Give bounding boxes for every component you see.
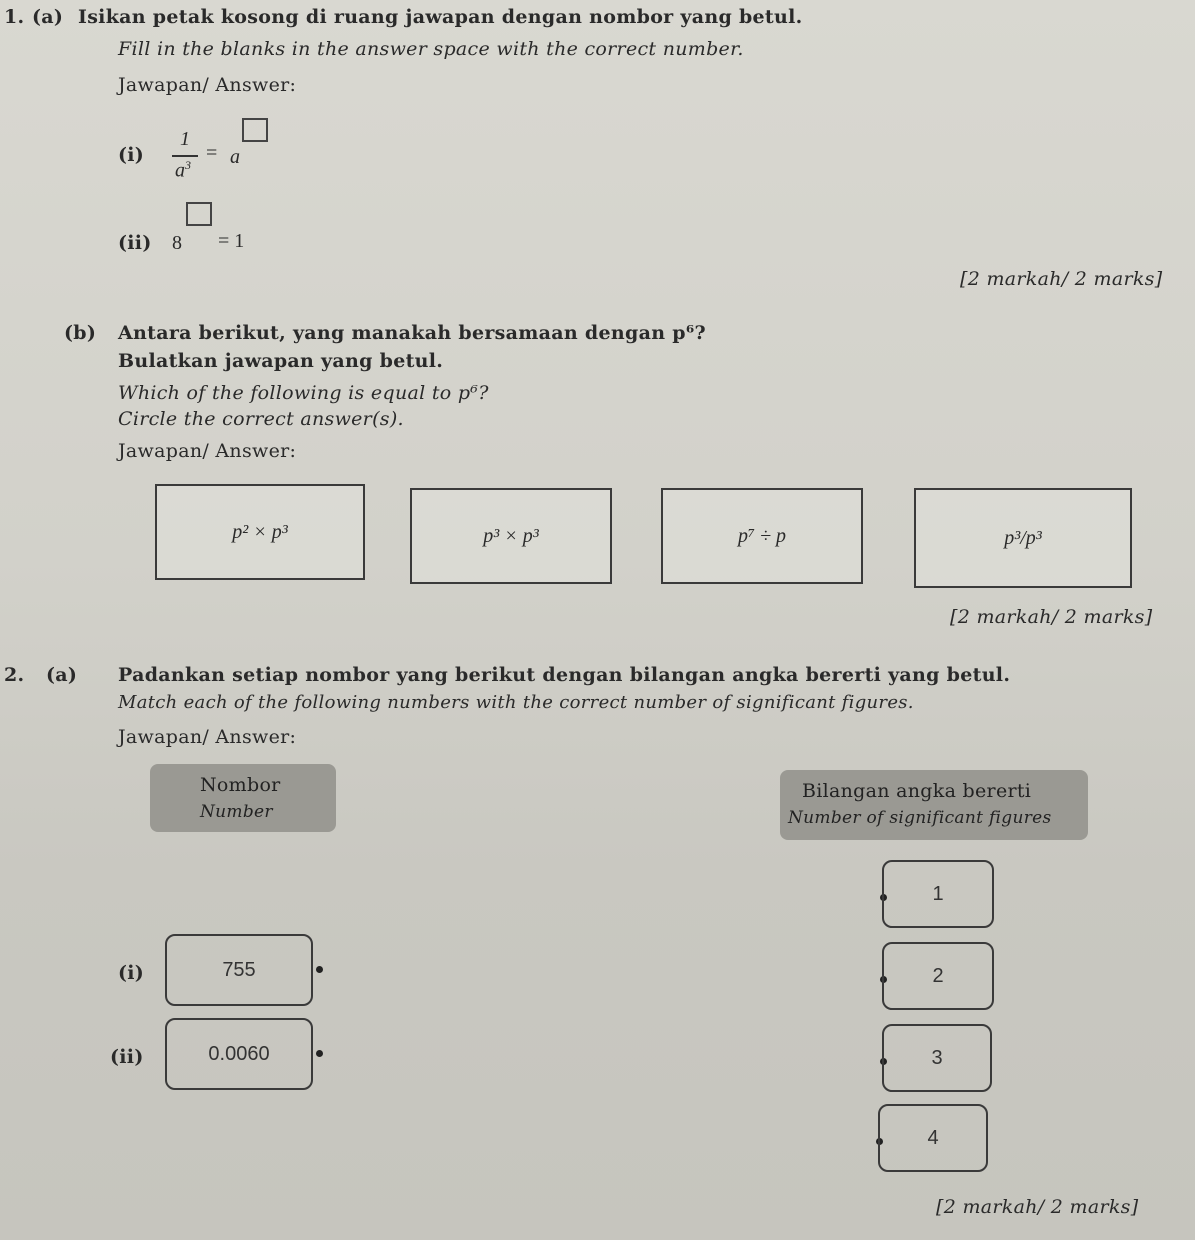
q1b-instruction-en: Circle the correct answer(s). xyxy=(118,408,404,430)
q1b-marks: [2 markah/ 2 marks] xyxy=(950,606,1153,628)
q2a-ii-label: (ii) xyxy=(110,1046,144,1068)
q1a-instruction-en: Fill in the blanks in the answer space with the correct number. xyxy=(118,38,744,60)
q1b-instruction-ms: Bulatkan jawapan yang betul. xyxy=(118,350,444,372)
sig-fig-1-text: 1 xyxy=(932,882,944,905)
q1a-marks: [2 markah/ 2 marks] xyxy=(960,268,1163,290)
q1b-question-en: Which of the following is equal to p⁶? xyxy=(118,382,489,404)
q2a-answer-label: Jawapan/ Answer: xyxy=(118,726,297,748)
number-755-connector-dot[interactable] xyxy=(316,966,323,973)
number-header-en: Number xyxy=(200,802,273,822)
sig-fig-3-text: 3 xyxy=(931,1046,943,1069)
q1a-label: (a) xyxy=(32,6,64,28)
number-755-text: 755 xyxy=(222,958,256,981)
q1-number: 1. xyxy=(4,6,25,28)
q1b-option-2-text: p³ × p³ xyxy=(483,524,539,547)
number-box-755[interactable] xyxy=(165,934,313,1006)
sig-figs-header-en: Number of significant figures xyxy=(788,808,1052,828)
number-header-ms: Nombor xyxy=(200,774,281,796)
q1b-option-4-text: p³/p³ xyxy=(1004,526,1042,549)
q2a-i-label: (i) xyxy=(118,962,145,984)
q2a-marks: [2 markah/ 2 marks] xyxy=(936,1196,1139,1218)
q2a-instruction-ms: Padankan setiap nombor yang berikut dengan bilangan angka bererti yang betul. xyxy=(118,664,1011,686)
sig-fig-2-text: 2 xyxy=(932,964,944,987)
q1b-option-2[interactable] xyxy=(410,488,612,584)
number-column-header xyxy=(150,764,336,832)
q1a-ii-blank[interactable] xyxy=(186,202,212,226)
q1b-answer-label: Jawapan/ Answer: xyxy=(118,440,297,462)
q1a-i-blank[interactable] xyxy=(242,118,268,142)
sig-figs-column-header xyxy=(780,770,1088,840)
sig-fig-4-text: 4 xyxy=(927,1126,939,1149)
q1a-i-expression: 1 $a^3$ = a xyxy=(170,118,310,188)
number-0-0060-text: 0.0060 xyxy=(208,1042,270,1065)
q1b-label: (b) xyxy=(64,322,97,344)
q1b-question-ms: Antara berikut, yang manakah bersamaan dengan p⁶? xyxy=(118,322,706,344)
number-0-0060-connector-dot[interactable] xyxy=(316,1050,323,1057)
q2a-label: (a) xyxy=(46,664,78,686)
number-box-0-0060[interactable] xyxy=(165,1018,313,1090)
q1a-instruction-ms: Isikan petak kosong di ruang jawapan dengan nombor yang betul. xyxy=(78,6,803,28)
q2a-instruction-en: Match each of the following numbers with the correct number of significant figures. xyxy=(118,692,914,713)
q1b-option-3-text: p⁷ ÷ p xyxy=(738,524,786,547)
q2-number: 2. xyxy=(4,664,25,686)
q1b-option-1[interactable] xyxy=(155,484,365,580)
sig-fig-box-1[interactable] xyxy=(882,860,994,928)
sig-fig-box-3[interactable] xyxy=(882,1024,992,1092)
q1b-option-4[interactable] xyxy=(914,488,1132,588)
sig-fig-box-4[interactable] xyxy=(878,1104,988,1172)
q1b-option-1-text: p² × p³ xyxy=(232,520,288,543)
sig-figs-header-ms: Bilangan angka bererti xyxy=(802,780,1032,802)
q1a-i-label: (i) xyxy=(118,144,145,166)
q1a-ii-expression: 8 = 1 xyxy=(170,200,310,260)
q1a-answer-label: Jawapan/ Answer: xyxy=(118,74,297,96)
sig-fig-box-2[interactable] xyxy=(882,942,994,1010)
q1a-ii-label: (ii) xyxy=(118,232,152,254)
q1b-option-3[interactable] xyxy=(661,488,863,584)
